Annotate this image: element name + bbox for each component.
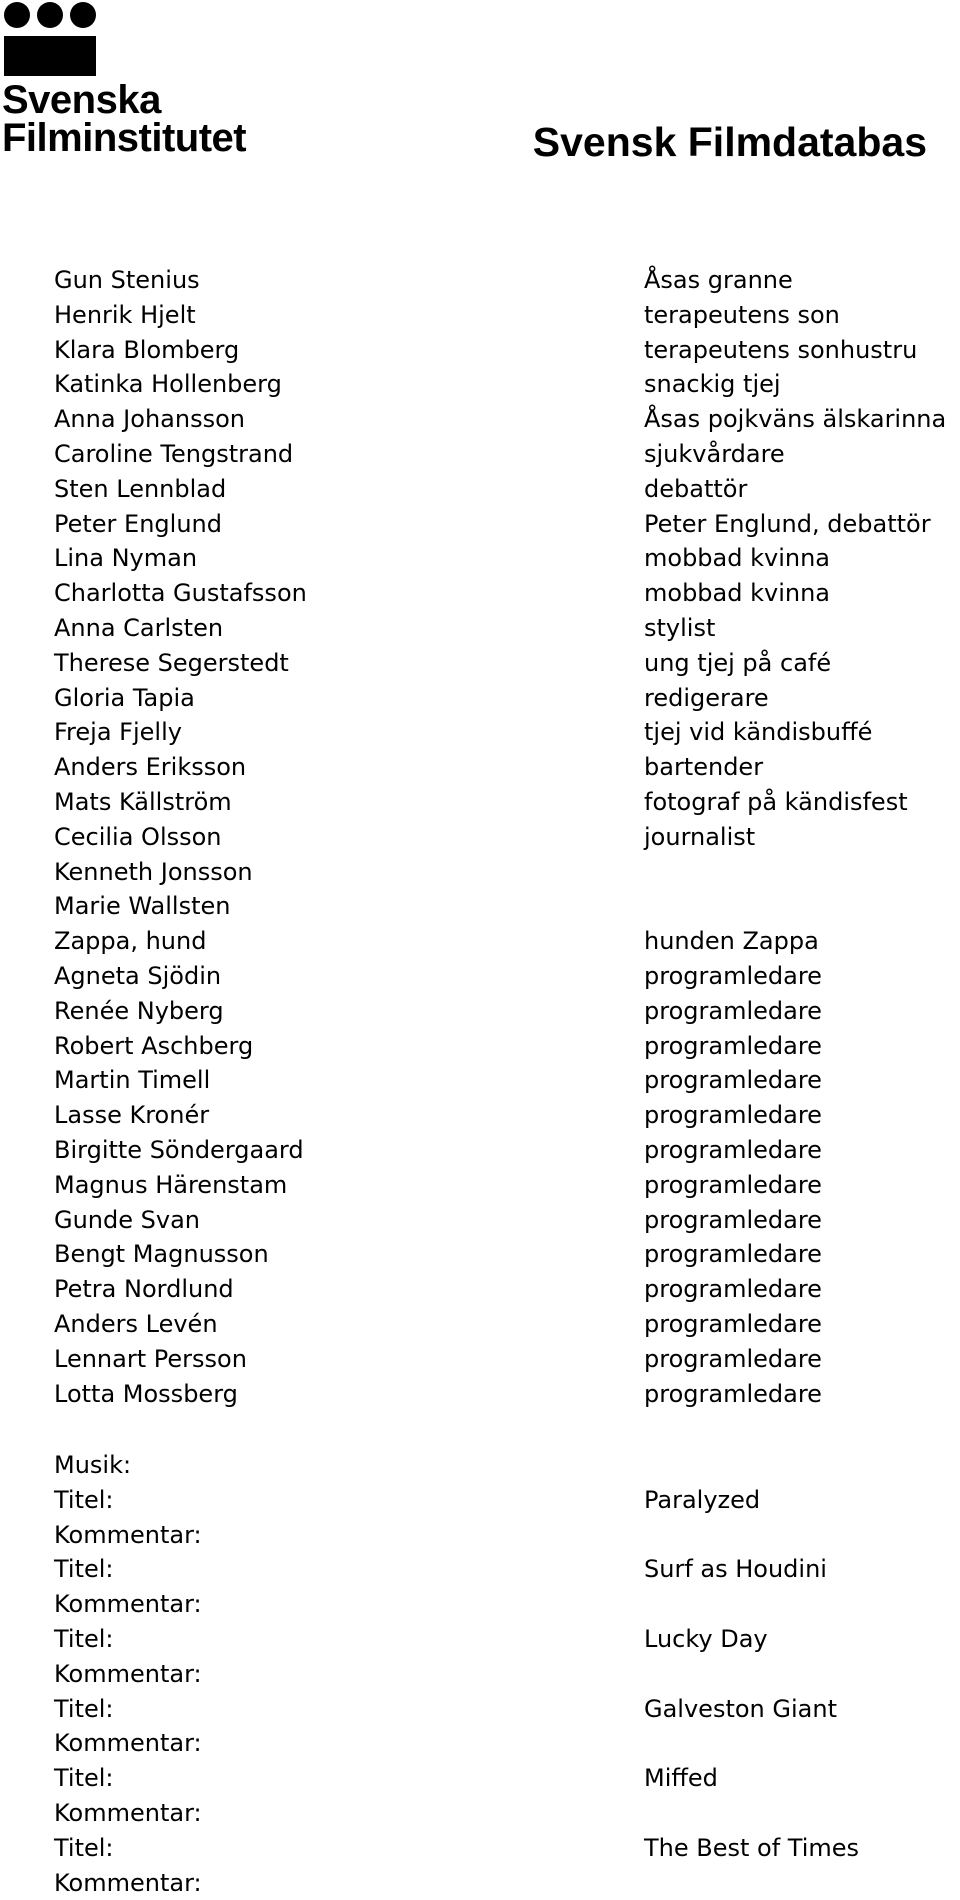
cast-name: Caroline Tengstrand — [54, 439, 294, 468]
cast-name: Kenneth Jonsson — [54, 857, 253, 886]
music-comment-label: Kommentar: — [54, 1798, 202, 1827]
music-title-label: Titel: — [54, 1485, 114, 1514]
svenska-filminstitutet-logo — [2, 2, 262, 162]
cast-role: programledare — [644, 961, 822, 990]
cast-role: tjej vid kändisbuffé — [644, 718, 873, 747]
music-title-label: Titel: — [54, 1764, 114, 1793]
cast-role: sjukvårdare — [644, 439, 785, 468]
cast-name: Robert Aschberg — [54, 1031, 254, 1060]
cast-name: Freja Fjelly — [54, 718, 182, 747]
cast-name: Birgitte Söndergaard — [54, 1135, 304, 1164]
music-title-label: Titel: — [54, 1624, 114, 1653]
cast-role: bartender — [644, 753, 764, 782]
music-comment-label: Kommentar: — [54, 1659, 202, 1688]
cast-name: Cecilia Olsson — [54, 822, 222, 851]
cast-role: snackig tjej — [644, 370, 781, 399]
cast-name: Anders Levén — [54, 1309, 218, 1338]
cast-role: mobbad kvinna — [644, 544, 830, 573]
cast-role: programledare — [644, 1031, 822, 1060]
cast-role: mobbad kvinna — [644, 579, 830, 608]
cast-role: redigerare — [644, 683, 769, 712]
music-title-value: Surf as Houdini — [644, 1555, 827, 1584]
cast-name: Gloria Tapia — [54, 683, 195, 712]
cast-role: ung tjej på café — [644, 648, 832, 677]
music-entry — [0, 1761, 960, 1831]
cast-name: Marie Wallsten — [54, 892, 231, 921]
music-title-value: Galveston Giant — [644, 1694, 837, 1723]
cast-role: fotograf på kändisfest — [644, 787, 908, 816]
cast-roles-column — [644, 263, 946, 1411]
cast-name: Katinka Hollenberg — [54, 370, 282, 399]
cast-role: programledare — [644, 996, 822, 1025]
cast-role — [644, 855, 946, 890]
music-entry — [0, 1483, 960, 1553]
cast-name: Peter Englund — [54, 509, 222, 538]
cast-name: Martin Timell — [54, 1066, 211, 1095]
cast-role: programledare — [644, 1275, 822, 1304]
cast-role: programledare — [644, 1344, 822, 1373]
logo-dot — [37, 2, 63, 28]
music-title-value: Paralyzed — [644, 1485, 761, 1514]
cast-role: hunden Zappa — [644, 927, 819, 956]
cast-name: Anders Eriksson — [54, 753, 247, 782]
logo-square — [4, 36, 96, 76]
cast-name: Mats Källström — [54, 787, 232, 816]
logo-line-1: Svenska — [2, 78, 161, 122]
cast-role: terapeutens son — [644, 300, 840, 329]
cast-role: programledare — [644, 1309, 822, 1338]
cast-name: Zappa, hund — [54, 927, 207, 956]
music-comment-label: Kommentar: — [54, 1868, 202, 1897]
music-list — [0, 1483, 960, 1900]
cast-name: Klara Blomberg — [54, 335, 240, 364]
cast-role — [644, 889, 946, 924]
cast-role: programledare — [644, 1205, 822, 1234]
cast-name: Sten Lennblad — [54, 474, 227, 503]
cast-name: Henrik Hjelt — [54, 300, 196, 329]
logo-dot — [70, 2, 96, 28]
cast-name: Gunde Svan — [54, 1205, 201, 1234]
music-title-label: Titel: — [54, 1694, 114, 1723]
music-title-value: Lucky Day — [644, 1624, 768, 1653]
cast-name: Magnus Härenstam — [54, 1170, 288, 1199]
music-entry — [0, 1692, 960, 1762]
cast-name: Lasse Kronér — [54, 1101, 210, 1130]
cast-role: programledare — [644, 1379, 822, 1408]
music-entry — [0, 1831, 960, 1900]
cast-name: Anna Carlsten — [54, 613, 224, 642]
music-entry — [0, 1552, 960, 1622]
cast-role: debattör — [644, 474, 748, 503]
cast-role: stylist — [644, 613, 716, 642]
cast-names-column — [54, 263, 307, 1411]
cast-name: Therese Segerstedt — [54, 648, 289, 677]
cast-name: Anna Johansson — [54, 405, 245, 434]
music-comment-label: Kommentar: — [54, 1520, 202, 1549]
music-title-value: The Best of Times — [644, 1833, 860, 1862]
cast-role: Åsas granne — [644, 266, 793, 294]
cast-name: Agneta Sjödin — [54, 961, 222, 990]
cast-role: Åsas pojkväns älskarinna — [644, 405, 947, 434]
cast-role: programledare — [644, 1135, 822, 1164]
cast-name: Lotta Mossberg — [54, 1379, 238, 1408]
cast-role: programledare — [644, 1066, 822, 1095]
logo-line-2: Filminstitutet — [2, 116, 247, 160]
logo-dot — [4, 2, 30, 28]
cast-role: Peter Englund, debattör — [644, 509, 931, 538]
cast-role: programledare — [644, 1170, 822, 1199]
cast-name: Gun Stenius — [54, 266, 200, 294]
music-title-label: Titel: — [54, 1555, 114, 1584]
cast-name: Petra Nordlund — [54, 1275, 234, 1304]
cast-role: journalist — [644, 822, 756, 851]
page-title: Svensk Filmdatabas — [532, 119, 927, 165]
cast-name: Charlotta Gustafsson — [54, 579, 307, 608]
cast-name: Lennart Persson — [54, 1344, 247, 1373]
cast-role: programledare — [644, 1101, 822, 1130]
cast-role: programledare — [644, 1240, 822, 1269]
music-title-value: Miffed — [644, 1764, 718, 1793]
music-entry — [0, 1622, 960, 1692]
music-heading: Musik: — [54, 1451, 132, 1479]
cast-name: Lina Nyman — [54, 544, 198, 573]
cast-name: Renée Nyberg — [54, 996, 224, 1025]
music-comment-label: Kommentar: — [54, 1729, 202, 1758]
music-comment-label: Kommentar: — [54, 1590, 202, 1619]
music-title-label: Titel: — [54, 1833, 114, 1862]
cast-role: terapeutens sonhustru — [644, 335, 918, 364]
cast-name: Bengt Magnusson — [54, 1240, 269, 1269]
